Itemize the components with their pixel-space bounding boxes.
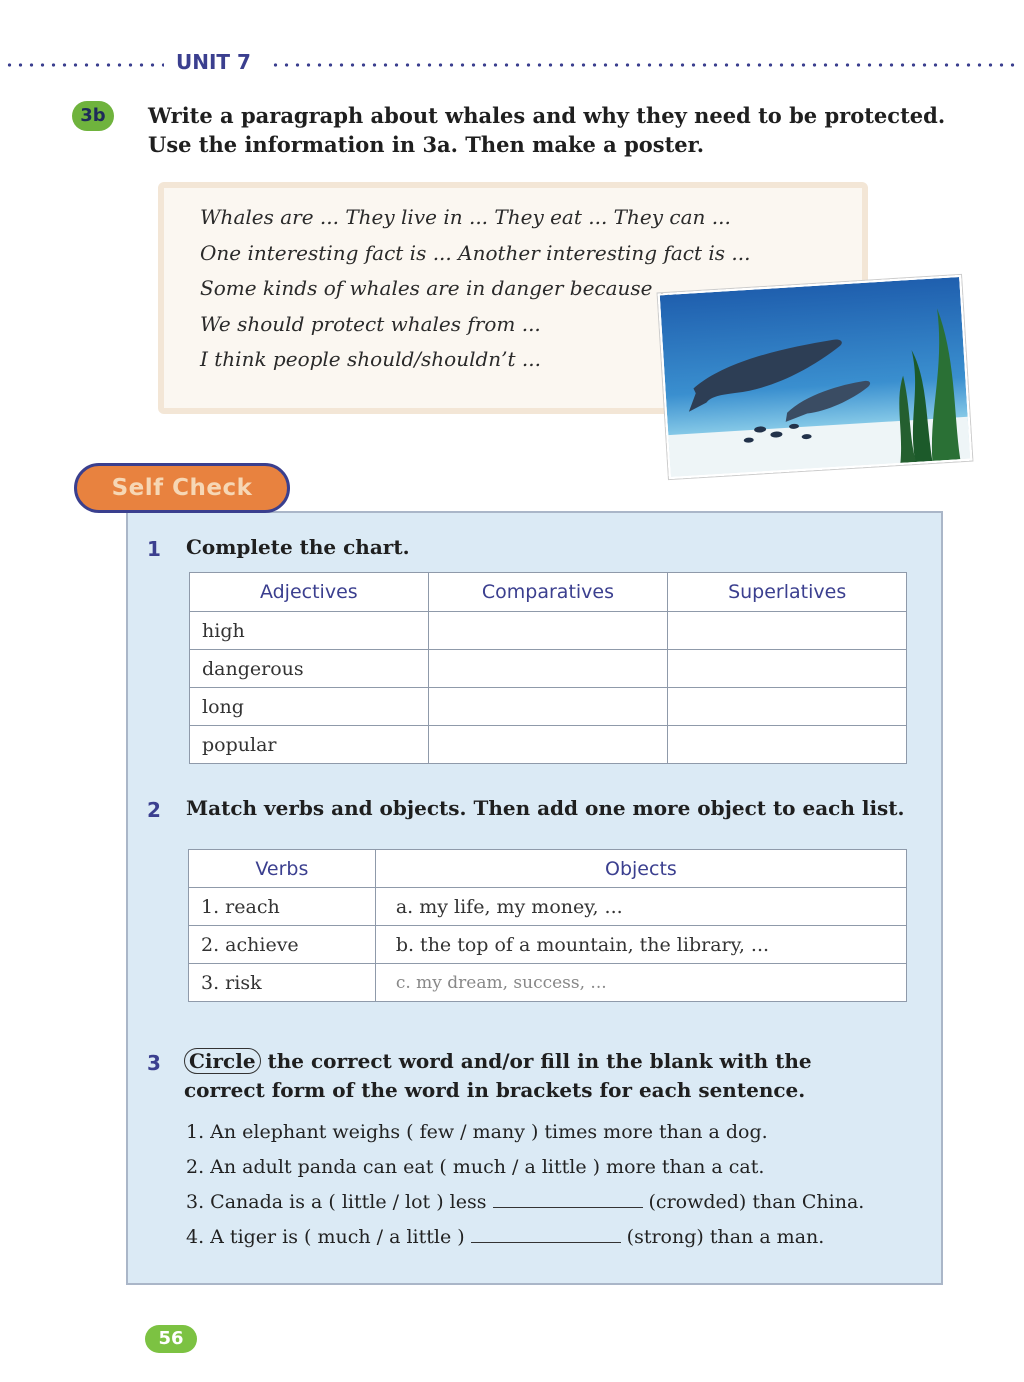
table-header-objects: Objects	[375, 850, 906, 888]
sentence-4-after: (strong) than a man.	[626, 1226, 825, 1248]
self-check-tab: Self Check	[74, 463, 290, 513]
sentence-2: 2. An adult panda can eat ( much / a little ) more than a cat.	[186, 1156, 765, 1178]
prompt-line: Whales are ... They live in ... They eat ... They can ...	[200, 205, 731, 229]
chart-cell-adjective: high	[190, 612, 429, 650]
chart-cell-superlative-blank[interactable]	[668, 726, 907, 764]
chart-cell-comparative-blank[interactable]	[428, 726, 668, 764]
verb-cell: 3. risk	[189, 964, 376, 1002]
question-3-line-1	[184, 1047, 812, 1076]
object-cell: b. the top of a mountain, the library, ...	[375, 926, 906, 964]
chart-cell-comparative-blank[interactable]	[428, 650, 668, 688]
chart-cell-adjective: dangerous	[190, 650, 429, 688]
instruction-line-1: Write a paragraph about whales and why they need to be protected.	[148, 103, 946, 128]
unit-title: UNIT 7	[176, 50, 251, 74]
chart-cell-adjective: popular	[190, 726, 429, 764]
prompt-line: I think people should/shouldn’t ...	[200, 347, 541, 371]
question-1-text: Complete the chart.	[186, 535, 410, 559]
chart-header-comparatives: Comparatives	[428, 573, 668, 612]
verb-cell: 1. reach	[189, 888, 376, 926]
sentence-3-before: 3. Canada is a ( little / lot ) less	[186, 1191, 487, 1213]
chart-cell-superlative-blank[interactable]	[668, 612, 907, 650]
object-cell: c. my dream, success, ...	[375, 964, 906, 1002]
chart-cell-comparative-blank[interactable]	[428, 612, 668, 650]
verb-cell: 2. achieve	[189, 926, 376, 964]
sentence-3-after: (crowded) than China.	[648, 1191, 865, 1213]
sentence-3	[186, 1185, 864, 1220]
exercise-instruction	[148, 101, 968, 159]
chart-cell-superlative-blank[interactable]	[668, 688, 907, 726]
prompt-line: Some kinds of whales are in danger because ...	[200, 276, 678, 300]
whale-photo-illustration	[660, 277, 971, 477]
verbs-objects-table	[188, 849, 907, 1002]
sentence-4-before: 4. A tiger is ( much / a little )	[186, 1226, 465, 1248]
question-3-line-1-rest: the correct word and/or fill in the blank with the	[267, 1049, 812, 1073]
adjectives-chart	[189, 572, 907, 764]
header-dots-right	[270, 62, 1020, 68]
question-number-1: 1	[147, 537, 161, 561]
chart-cell-adjective: long	[190, 688, 429, 726]
fill-blank-3[interactable]	[493, 1189, 643, 1208]
chart-cell-comparative-blank[interactable]	[428, 688, 668, 726]
instruction-line-2: Use the information in 3a. Then make a poster.	[148, 132, 705, 157]
question-3-line-2: correct form of the word in brackets for each sentence.	[184, 1078, 806, 1102]
circle-word: Circle	[184, 1048, 261, 1074]
chart-header-adjectives: Adjectives	[190, 573, 429, 612]
question-3-text	[184, 1047, 812, 1105]
object-cell: a. my life, my money, ...	[375, 888, 906, 926]
chart-cell-superlative-blank[interactable]	[668, 650, 907, 688]
fill-blank-4[interactable]	[471, 1224, 621, 1243]
prompt-line: One interesting fact is ... Another interesting fact is ...	[200, 240, 751, 265]
chart-header-superlatives: Superlatives	[668, 573, 907, 612]
header-dots-left	[4, 62, 164, 68]
question-number-2: 2	[147, 798, 161, 822]
question-number-3: 3	[147, 1051, 161, 1075]
table-header-verbs: Verbs	[189, 850, 376, 888]
exercise-badge-3b: 3b	[72, 101, 114, 131]
sentence-1: 1. An elephant weighs ( few / many ) times more than a dog.	[186, 1121, 768, 1143]
prompt-line: We should protect whales from ...	[200, 311, 541, 336]
page-number: 56	[145, 1325, 197, 1353]
whale-photo	[658, 275, 973, 479]
question-2-text: Match verbs and objects. Then add one more object to each list.	[186, 796, 905, 820]
question-3-sentences	[186, 1115, 864, 1255]
sentence-4	[186, 1220, 864, 1255]
